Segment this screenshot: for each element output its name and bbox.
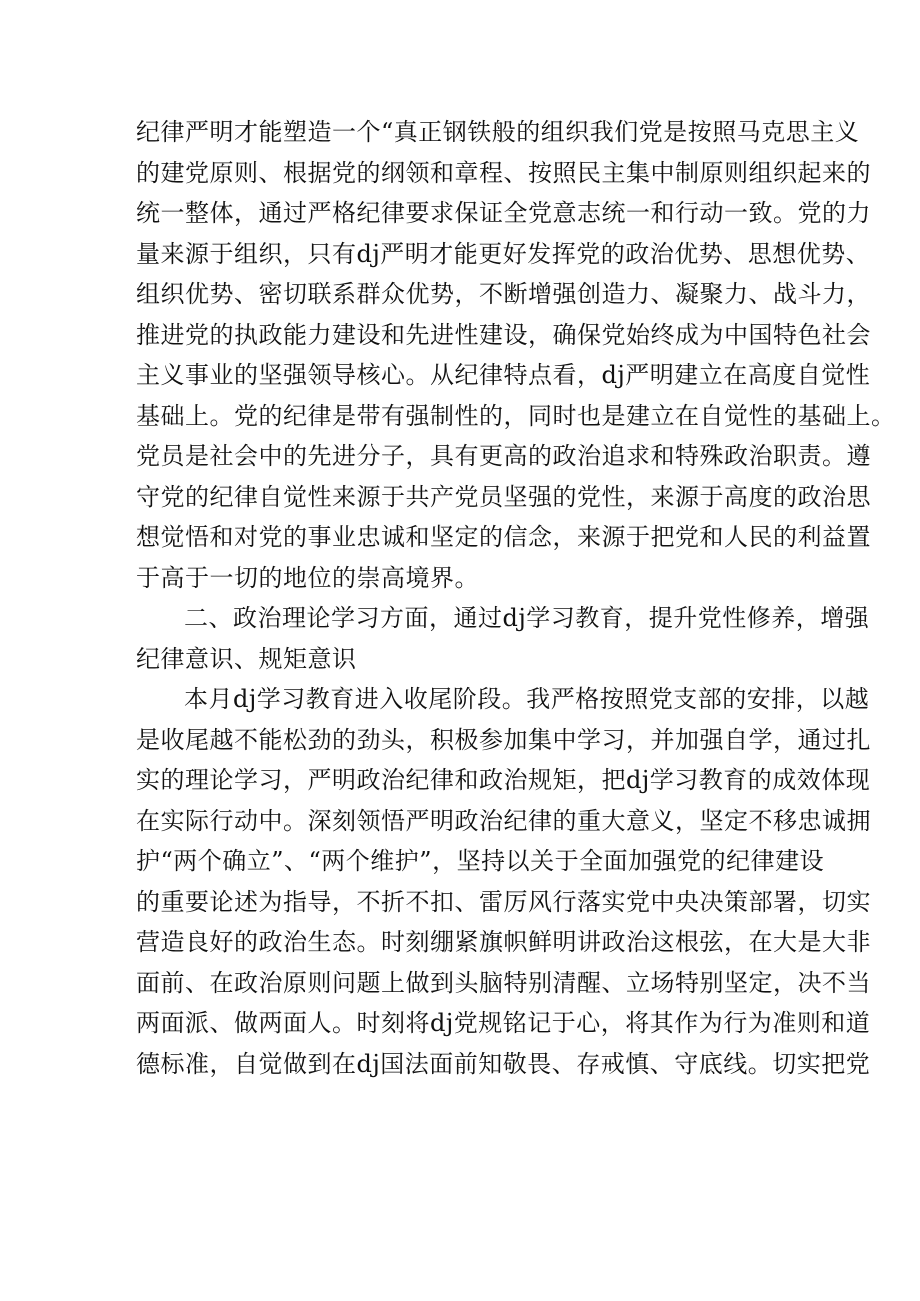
section-heading-political-theory bbox=[136, 598, 870, 679]
text-line: 于高于一切的地位的崇高境界。 bbox=[136, 563, 479, 592]
text-line: 推进党的执政能力建设和先进性建设，确保党始终成为中国特色社会 bbox=[136, 320, 871, 349]
heading-line: 纪律意识、规矩意识 bbox=[136, 644, 357, 673]
text-line: 护“两个确立”、“两个维护”，坚持以关于全面加强党的纪律建设 bbox=[136, 847, 825, 875]
text-line: 面前、在政治原则问题上做到头脑特别清醒、立场特别坚定，决不当 bbox=[136, 968, 871, 997]
text-line: 量来源于组织，只有dj严明才能更好发挥党的政治优势、思想优势、 bbox=[136, 239, 871, 268]
text-line: 实的理论学习，严明政治纪律和政治规矩，把dj学习教育的成效体现 bbox=[136, 766, 871, 794]
text-line: 基础上。党的纪律是带有强制性的，同时也是建立在自觉性的基础上。 bbox=[136, 401, 896, 430]
text-line: 是收尾越不能松劲的劲头，积极参加集中学习，并加强自学，通过扎 bbox=[136, 725, 871, 754]
text-line: 组织优势、密切联系群众优势，不断增强创造力、凝聚力、战斗力， bbox=[136, 280, 871, 308]
text-line: 党员是社会中的先进分子，具有更高的政治追求和特殊政治职责。遵 bbox=[136, 442, 871, 470]
paragraph-study-education bbox=[136, 679, 871, 1084]
text-line: 想觉悟和对党的事业忠诚和坚定的信念，来源于把党和人民的利益置 bbox=[136, 523, 871, 551]
paragraph-discipline-organization bbox=[136, 112, 896, 598]
text-line: 营造良好的政治生态。时刻绷紧旗帜鲜明讲政治这根弦，在大是大非 bbox=[136, 928, 871, 956]
heading-line: 二、政治理论学习方面，通过dj学习教育，提升党性修养，增强 bbox=[184, 604, 870, 632]
text-line: 的重要论述为指导，不折不扣、雷厉风行落实党中央决策部署，切实 bbox=[136, 887, 871, 916]
text-line: 纪律严明才能塑造一个“真正钢铁般的组织我们党是按照马克思主义 bbox=[136, 118, 860, 146]
document-body bbox=[136, 112, 896, 1084]
text-line: 本月dj学习教育进入收尾阶段。我严格按照党支部的安排，以越 bbox=[184, 685, 870, 713]
text-line: 在实际行动中。深刻领悟严明政治纪律的重大意义，坚定不移忠诚拥 bbox=[136, 806, 871, 835]
text-line: 统一整体，通过严格纪律要求保证全党意志统一和行动一致。党的力 bbox=[136, 199, 871, 227]
text-line: 守党的纪律自觉性来源于共产党员坚强的党性，来源于高度的政治思 bbox=[136, 482, 871, 511]
text-line: 主义事业的坚强领导核心。从纪律特点看，dj严明建立在高度自觉性 bbox=[136, 361, 871, 389]
text-line: 两面派、做两面人。时刻将dj党规铭记于心，将其作为行为准则和道 bbox=[136, 1009, 871, 1037]
text-line: 的建党原则、根据党的纲领和章程、按照民主集中制原则组织起来的 bbox=[136, 158, 871, 187]
text-line: 德标准，自觉做到在dj国法面前知敬畏、存戒慎、守底线。切实把党 bbox=[136, 1049, 871, 1078]
